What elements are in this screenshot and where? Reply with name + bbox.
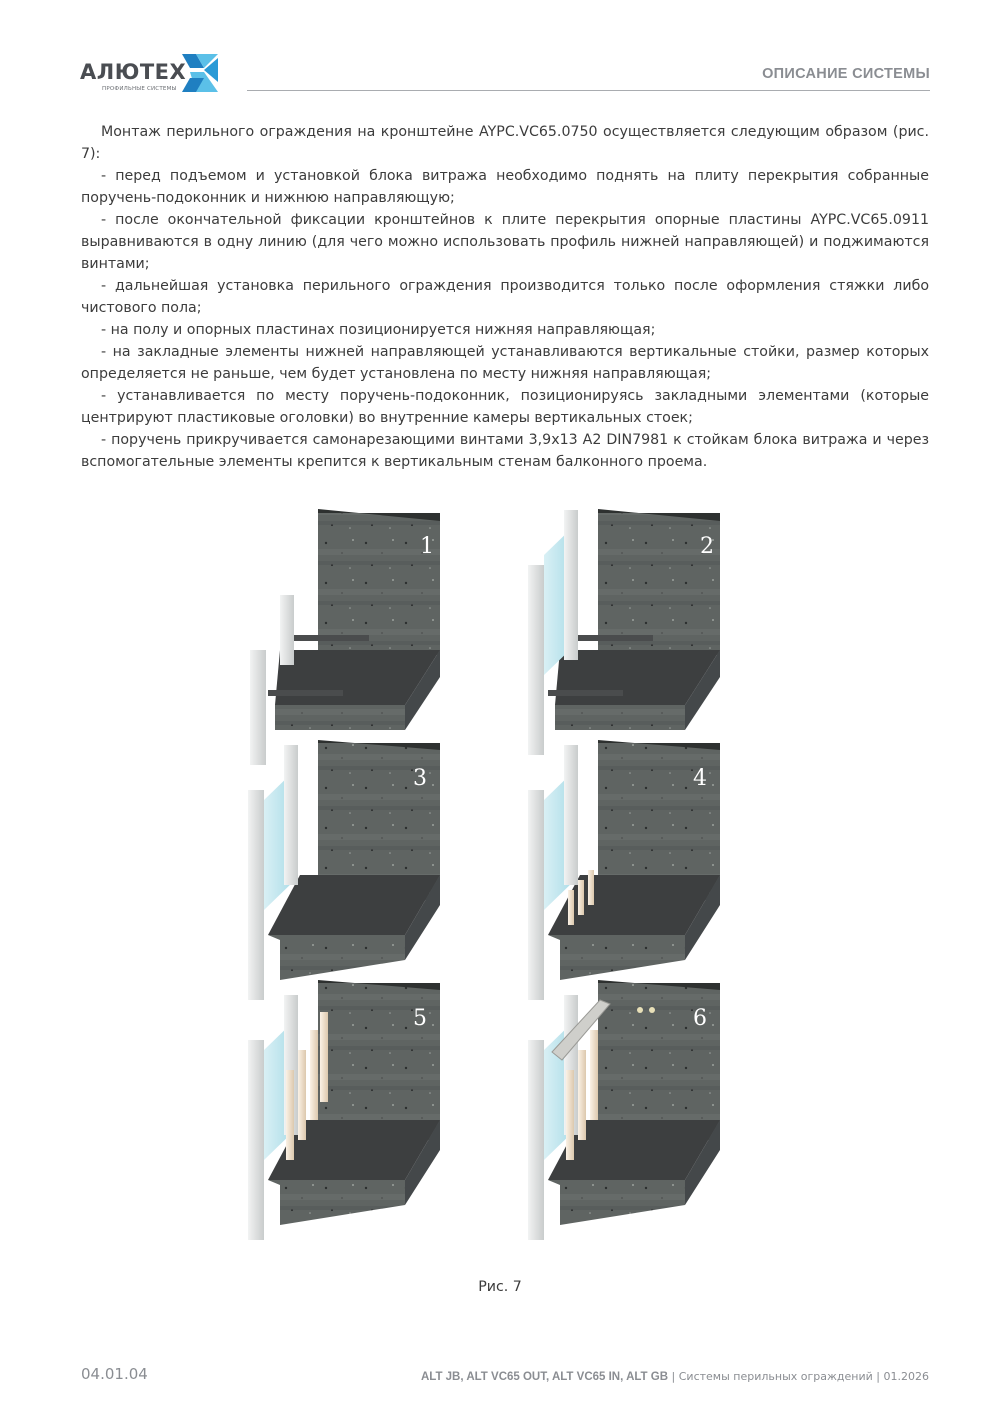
section-title: ОПИСАНИЕ СИСТЕМЫ bbox=[762, 66, 930, 82]
step-number: 2 bbox=[700, 534, 714, 559]
logo-mark-icon bbox=[180, 52, 220, 94]
logo-tagline: ПРОФИЛЬНЫЕ СИСТЕМЫ bbox=[102, 86, 177, 92]
paragraph-intro: Монтаж перильного ограждения на кронштейне AYPC.VC65.0750 осуществляется следующим образом (рис. 7): bbox=[81, 124, 929, 162]
step-5-panel bbox=[248, 980, 440, 1240]
footer-info bbox=[421, 1370, 929, 1383]
step-number: 1 bbox=[420, 534, 434, 559]
footer-systems: ALT JB, ALT VC65 OUT, ALT VC65 IN, ALT GB bbox=[420, 1371, 669, 1383]
step-3-panel bbox=[248, 740, 440, 1000]
step-number: 3 bbox=[413, 766, 427, 791]
step-2-panel bbox=[528, 509, 720, 755]
step-6-panel bbox=[528, 980, 720, 1240]
page-code: 04.01.04 bbox=[81, 1365, 148, 1383]
page-header bbox=[80, 52, 930, 94]
paragraph-step: - на полу и опорных пластинах позиционируется нижняя направляющая; bbox=[101, 322, 656, 338]
figure-caption: Рис. 7 bbox=[478, 1279, 522, 1295]
paragraph-step: - перед подъемом и установкой блока витража необходимо поднять на плиту перекрытия собранные поручень-подоконник и нижнюю направляющую; bbox=[81, 168, 929, 206]
footer-separator: | bbox=[671, 1370, 676, 1383]
logo-name: АЛЮТЕХ bbox=[80, 60, 187, 84]
paragraph-step: - после окончательной фиксации кронштейнов к плите перекрытия опорные пластины AYPC.VC65.0911 выравниваются в одну линию (для чего можно использовать профиль нижней направляющей) и поджимаются винтами; bbox=[81, 212, 929, 272]
step-number: 4 bbox=[693, 766, 707, 791]
header-divider bbox=[247, 90, 930, 91]
step-number: 5 bbox=[413, 1006, 427, 1031]
footer-separator: | bbox=[876, 1370, 880, 1383]
footer-doc-title: Системы перильных ограждений bbox=[678, 1370, 873, 1383]
step-1-panel bbox=[250, 509, 440, 765]
paragraph-step: - дальнейшая установка перильного ограждения производится только после оформления стяжки либо чистового пола; bbox=[81, 278, 929, 316]
paragraph-step: - на закладные элементы нижней направляющей устанавливаются вертикальные стойки, размер которых определяется не раньше, чем будет установлена по месту нижняя направляющая; bbox=[81, 344, 929, 382]
installation-figure bbox=[240, 495, 740, 1255]
paragraph-step: - устанавливается по месту поручень-подоконник, позиционируясь закладными элементами (которые центрируют пластиковые оголовки) во внутренние камеры вертикальных стоек; bbox=[81, 388, 929, 426]
body-text bbox=[81, 121, 929, 473]
footer-date: 01.2026 bbox=[883, 1370, 929, 1383]
step-number: 6 bbox=[693, 1006, 707, 1031]
installation-steps-illustration bbox=[240, 495, 740, 1255]
paragraph-step: - поручень прикручивается самонарезающими винтами 3,9x13 A2 DIN7981 к стойкам блока витража и через вспомогательные элементы крепится к вертикальным стенам балконного проема. bbox=[81, 432, 929, 470]
step-4-panel bbox=[528, 740, 720, 1000]
